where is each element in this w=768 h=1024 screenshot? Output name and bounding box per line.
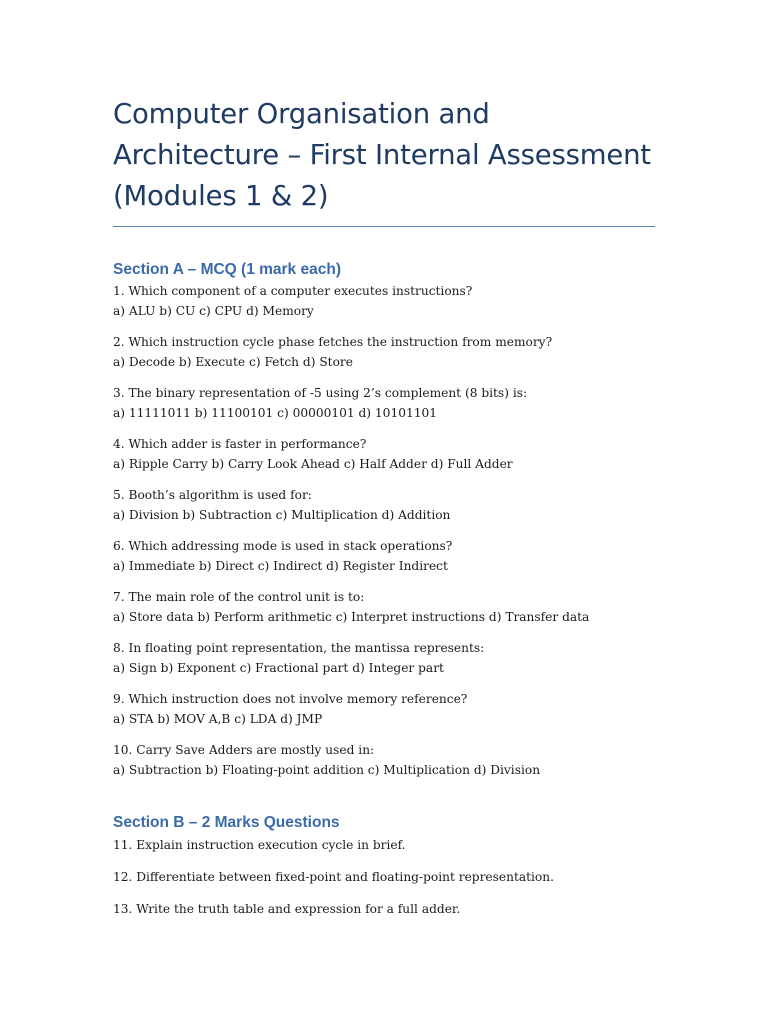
short-question-13: 13. Write the truth table and expression for a full adder. <box>113 902 461 916</box>
title-line-1: Computer Organisation and <box>113 98 490 130</box>
question-options: a) ALU b) CU c) CPU d) Memory <box>113 304 314 318</box>
question-options: a) Ripple Carry b) Carry Look Ahead c) Half Adder d) Full Adder <box>113 457 513 471</box>
mcq-question-9 <box>113 689 658 729</box>
section-b-heading: Section B – 2 Marks Questions <box>113 814 340 831</box>
question-text: 3. The binary representation of -5 using 2’s complement (8 bits) is: <box>113 386 528 400</box>
question-text: 1. Which component of a computer executes instructions? <box>113 284 473 298</box>
question-options: a) Decode b) Execute c) Fetch d) Store <box>113 355 353 369</box>
question-options: a) Sign b) Exponent c) Fractional part d) Integer part <box>113 661 444 675</box>
question-text: 7. The main role of the control unit is to: <box>113 590 365 604</box>
mcq-question-5 <box>113 485 658 525</box>
mcq-question-10 <box>113 740 658 780</box>
mcq-question-8 <box>113 638 658 678</box>
short-question-11: 11. Explain instruction execution cycle in brief. <box>113 838 406 852</box>
mcq-question-4 <box>113 434 658 474</box>
question-text: 5. Booth’s algorithm is used for: <box>113 488 312 502</box>
mcq-question-1 <box>113 281 658 321</box>
title-divider <box>113 226 655 227</box>
question-options: a) Division b) Subtraction c) Multiplication d) Addition <box>113 508 451 522</box>
section-b-questions <box>113 835 658 919</box>
question-text: 10. Carry Save Adders are mostly used in: <box>113 743 375 757</box>
question-text: 6. Which addressing mode is used in stack operations? <box>113 539 453 553</box>
document-title <box>113 94 658 217</box>
title-line-2: Architecture – First Internal Assessment <box>113 139 651 171</box>
mcq-question-7 <box>113 587 658 627</box>
question-options: a) 11111011 b) 11100101 c) 00000101 d) 10101101 <box>113 406 437 420</box>
section-a-heading: Section A – MCQ (1 mark each) <box>113 261 341 278</box>
question-text: 9. Which instruction does not involve memory reference? <box>113 692 468 706</box>
mcq-question-3 <box>113 383 658 423</box>
mcq-question-6 <box>113 536 658 576</box>
document-page <box>113 94 658 919</box>
title-line-3: (Modules 1 & 2) <box>113 180 329 212</box>
section-a-questions <box>113 281 658 780</box>
short-question-12: 12. Differentiate between fixed-point and floating-point representation. <box>113 870 554 884</box>
question-text: 2. Which instruction cycle phase fetches the instruction from memory? <box>113 335 553 349</box>
mcq-question-2 <box>113 332 658 372</box>
question-text: 4. Which adder is faster in performance? <box>113 437 367 451</box>
question-options: a) Subtraction b) Floating-point addition c) Multiplication d) Division <box>113 763 541 777</box>
question-options: a) STA b) MOV A,B c) LDA d) JMP <box>113 712 323 726</box>
question-text: 8. In floating point representation, the mantissa represents: <box>113 641 485 655</box>
question-options: a) Immediate b) Direct c) Indirect d) Register Indirect <box>113 559 448 573</box>
question-options: a) Store data b) Perform arithmetic c) Interpret instructions d) Transfer data <box>113 610 590 624</box>
